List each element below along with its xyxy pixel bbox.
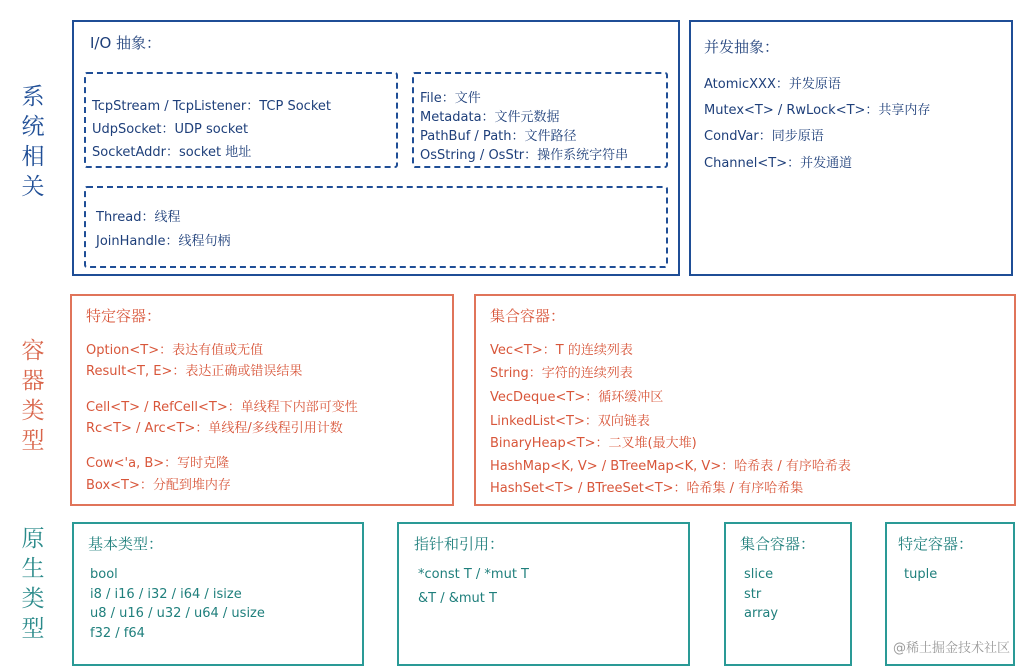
io-thread-item: JoinHandle：线程句柄 xyxy=(96,234,231,249)
concurrency-item: Channel<T>：并发通道 xyxy=(704,156,853,171)
basic-type-item: i8 / i16 / i32 / i64 / isize xyxy=(90,587,242,602)
primitive-collection-item: array xyxy=(744,606,779,621)
io-fs-item: Metadata：文件元数据 xyxy=(420,110,560,125)
specific-container-item: Rc<T> / Arc<T>：单线程/多线程引用计数 xyxy=(86,421,343,436)
concurrency-box xyxy=(689,20,1013,276)
concurrency-title: 并发抽象： xyxy=(704,38,780,56)
side-label-primitive: 原 生 类 型 xyxy=(21,526,45,642)
collection-item: LinkedList<T>：双向链表 xyxy=(490,414,650,429)
basic-type-item: u8 / u16 / u32 / u64 / usize xyxy=(90,606,265,621)
specific-container-item: Box<T>：分配到堆内存 xyxy=(86,478,231,493)
io-title: I/O 抽象： xyxy=(90,34,162,52)
specific-container-item: Cow<'a, B>：写时克隆 xyxy=(86,456,230,471)
io-fs-item: OsString / OsStr：操作系统字符串 xyxy=(420,148,629,163)
primitive-specific-item: tuple xyxy=(904,567,938,582)
specific-container-item: Option<T>：表达有值或无值 xyxy=(86,343,264,358)
collection-item: VecDeque<T>：循环缓冲区 xyxy=(490,390,664,405)
collection-item: Vec<T>：T 的连续列表 xyxy=(490,343,633,358)
concurrency-item: Mutex<T> / RwLock<T>：共享内存 xyxy=(704,103,931,118)
collection-item: HashSet<T> / BTreeSet<T>：哈希集 / 有序哈希集 xyxy=(490,481,804,496)
side-label-container: 容 器 类 型 xyxy=(21,338,45,454)
basic-type-item: f32 / f64 xyxy=(90,626,145,641)
collection-item: String：字符的连续列表 xyxy=(490,366,633,381)
watermark: @稀土掘金技术社区 xyxy=(892,641,1010,656)
specific-container-item: Cell<T> / RefCell<T>：单线程下内部可变性 xyxy=(86,400,358,415)
io-fs-item: PathBuf / Path：文件路径 xyxy=(420,129,577,144)
concurrency-item: CondVar：同步原语 xyxy=(704,129,824,144)
io-fs-item: File：文件 xyxy=(420,91,481,106)
io-thread-group xyxy=(84,186,668,268)
specific-container-item: Result<T, E>：表达正确或错误结果 xyxy=(86,364,303,379)
pointer-item: *const T / *mut T xyxy=(418,567,530,582)
basic-type-item: bool xyxy=(90,567,118,582)
specific-containers-title: 特定容器： xyxy=(86,307,162,325)
collection-item: HashMap<K, V> / BTreeMap<K, V>：哈希表 / 有序哈希表 xyxy=(490,459,851,474)
io-net-item: SocketAddr：socket 地址 xyxy=(92,145,252,160)
collections-title: 集合容器： xyxy=(490,307,566,325)
pointers-title: 指针和引用： xyxy=(414,535,505,553)
io-net-item: TcpStream / TcpListener：TCP Socket xyxy=(92,99,331,114)
primitive-collection-item: slice xyxy=(744,567,774,582)
pointer-item: &T / &mut T xyxy=(418,591,497,606)
concurrency-item: AtomicXXX：并发原语 xyxy=(704,77,841,92)
primitive-specific-title: 特定容器： xyxy=(898,535,974,553)
primitive-collections-title: 集合容器： xyxy=(740,535,816,553)
primitive-collection-item: str xyxy=(744,587,762,602)
collection-item: BinaryHeap<T>：二叉堆(最大堆) xyxy=(490,436,697,451)
side-label-system: 系 统 相 关 xyxy=(21,84,45,200)
io-net-item: UdpSocket：UDP socket xyxy=(92,122,249,137)
basic-types-title: 基本类型： xyxy=(88,535,164,553)
io-thread-item: Thread：线程 xyxy=(96,210,181,225)
